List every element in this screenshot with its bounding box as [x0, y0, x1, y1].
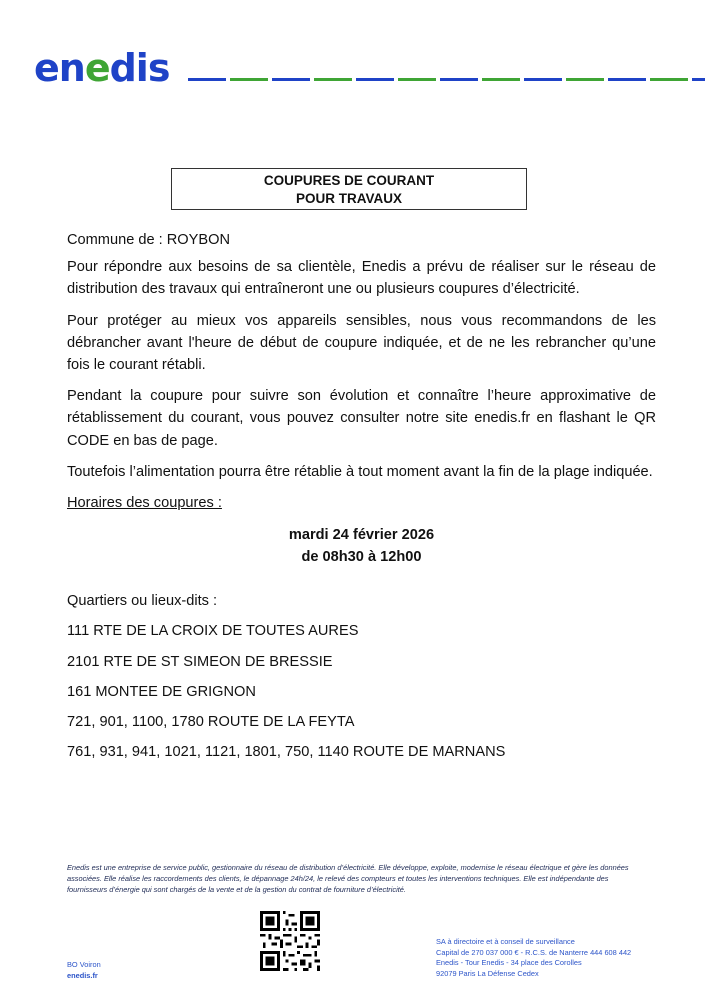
header-dashed-rule	[188, 78, 705, 81]
notice-body	[67, 229, 656, 772]
location-item: 111 RTE DE LA CROIX DE TOUTES AURES	[67, 623, 359, 640]
office-name: BO Voiron	[67, 960, 101, 969]
paragraph-intro: Pour répondre aux besoins de sa clientèle, Enedis a prévu de réaliser sur le réseau de distribution des travaux qui entraîneront une ou plusieurs coupures d’électricité.	[67, 259, 656, 298]
paragraph-restore: Toutefois l’alimentation pourra être rétablie à tout moment avant la fin de la plage indiquée.	[67, 463, 653, 480]
location-item: 761, 931, 941, 1021, 1121, 1801, 750, 1140 ROUTE DE MARNANS	[67, 744, 506, 761]
outage-time-range: de 08h30 à 12h00	[301, 549, 422, 566]
notice-title-box	[171, 168, 527, 210]
paragraph-protect: Pour protéger au mieux vos appareils sensibles, nous vous recommandons de les débrancher avant l'heure de début de coupure indiquée, et de ne les rebrancher qu’une fois le courant rétabli.	[67, 312, 656, 374]
company-line: Capital de 270 037 000 € - R.C.S. de Nanterre 444 608 442	[436, 947, 632, 957]
horaires-label: Horaires des coupures :	[67, 495, 222, 512]
locations-label: Quartiers ou lieux-dits :	[67, 593, 218, 610]
notice-title-line2: POUR TRAVAUX	[295, 191, 402, 206]
outage-date: mardi 24 février 2026	[288, 527, 435, 544]
qr-code-icon[interactable]	[260, 911, 320, 971]
enedis-logo: enedis	[34, 46, 170, 90]
paragraph-follow: Pendant la coupure pour suivre son évolution et connaître l’heure approximative de rétablissement du courant, vous pouvez consulter notre site enedis.fr en flashant le QR CODE en bas de page.	[67, 388, 656, 449]
company-line: SA à directoire et à conseil de surveillance	[436, 937, 575, 946]
outage-schedule	[67, 524, 656, 568]
locations-list	[67, 621, 656, 763]
location-item: 2101 RTE DE ST SIMEON DE BRESSIE	[67, 653, 333, 670]
website-link[interactable]: enedis.fr	[67, 971, 98, 980]
commune-line: Commune de : ROYBON	[67, 232, 231, 248]
location-item: 721, 901, 1100, 1780 ROUTE DE LA FEYTA	[67, 714, 355, 731]
legal-notice: Enedis est une entreprise de service public, gestionnaire du réseau de distribution d’électricité. Elle développe, exploite, modernise le réseau électrique et gère les données associées. Elle réalise les raccordements des clients, le dépannage 24h/24, le relevé des compteurs et toutes les interventions techniques. Elle est indépendante des fournisseurs d’énergie qui sont chargés de la vente et de la gestion du contrat de fourniture d’électricité.	[67, 863, 629, 894]
company-line: 92079 Paris La Défense Cedex	[436, 968, 539, 978]
company-info	[436, 937, 631, 979]
company-line: Enedis - Tour Enedis - 34 place des Corolles	[436, 958, 582, 967]
location-item: 161 MONTEE DE GRIGNON	[67, 683, 256, 700]
footer-office	[67, 959, 101, 981]
notice-title-line1: COUPURES DE COURANT	[263, 173, 435, 188]
